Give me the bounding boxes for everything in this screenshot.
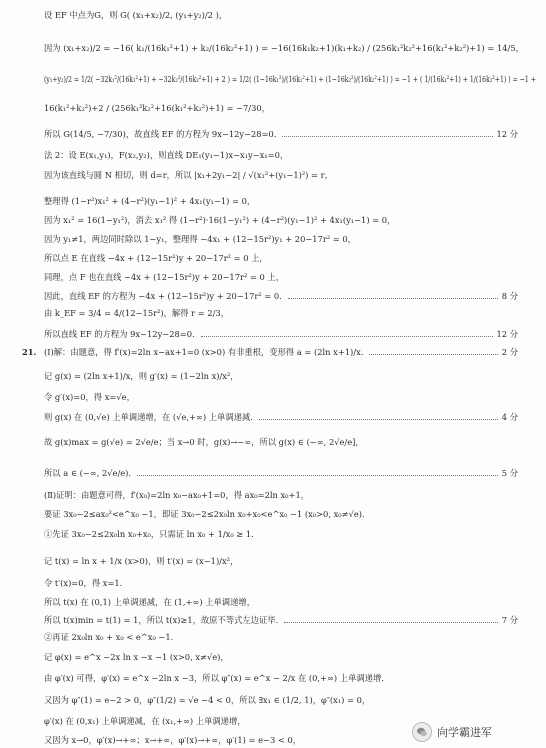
- solution-line: [0, 270, 546, 284]
- solution-line-text: (y₁+y₂)/2 = 1/2( −32k₁²/(16k₁²+1) + −32k₂²/(16k₂²+1) + 2 ) = 1/2( (1−16k₁²)/(16k₁²+1) + (1−16k₂²)/(16k₂²+1) ) = −1 + ( 1/(16k₁²+1) + 1/(16k₂²+1) ) = −1 +: [44, 74, 536, 84]
- dotted-leader: [259, 419, 498, 420]
- solution-line: [0, 251, 546, 265]
- solution-line-text: 由 k_EF = 3/4 = 4/(12−15r²)，解得 r = 2/3，: [44, 308, 230, 318]
- solution-line: [0, 613, 546, 627]
- solution-line-text: 则 g(x) 在 (0,√e) 上单调递增，在 (√e,+∞) 上单调递减.: [44, 412, 253, 422]
- solution-line-text: 记 g(x) = (2ln x+1)/x，则 g′(x) = (1−2ln x)/x²，: [44, 371, 239, 381]
- solution-line-text: 所以 t(x) 在 (0,1) 上单调递减，在 (1,+∞) 上单调递增，: [44, 597, 255, 607]
- solution-line: [0, 369, 546, 383]
- solution-line: [0, 101, 546, 115]
- solution-line-text: 因此，直线 EF 的方程为 −4x + (12−15r²)y + 20−17r² = 0.: [44, 291, 282, 301]
- solution-line-text: 又因为 φ″(1) = e−2 > 0，φ″(1/2) = √e −4 < 0，所以 ∃x₁ ∈ (1/2, 1)，φ″(x₁) = 0，: [44, 695, 371, 705]
- solution-line: [0, 8, 546, 22]
- score-mark: 12 分: [496, 129, 518, 139]
- dotted-leader: [288, 298, 498, 299]
- solution-line-text: ①先证 3x₀−2≤2x₀ln x₀+x₀，只需证 ln x₀ + 1/x₀ ≥ 1.: [44, 529, 254, 539]
- solution-line-text: 因为该直线与圆 N 相切，则 d=r，所以 |x₁+2y₁−2| / √(x₁²+(y₁−1)²) = r，: [44, 170, 333, 180]
- solution-line-text: 所以 t(x)min = t(1) = 1，所以 t(x)≥1，故原不等式左边证毕.: [44, 615, 279, 625]
- solution-line-text: 因为 y₁≠1，两边同时除以 1−y₁，整理得 −4x₁ + (12−15r²)y₁ + 20−17r² = 0，: [44, 234, 356, 244]
- score-mark: 4 分: [501, 412, 518, 422]
- solution-line: [0, 41, 546, 55]
- solution-line-text: 所以 G(14/5, −7/30)，故直线 EF 的方程为 9x−12y−28=0.: [44, 129, 277, 139]
- solution-line: [0, 527, 546, 541]
- solution-line: [0, 327, 546, 341]
- question-number: 21.: [22, 347, 37, 357]
- score-mark: 2 分: [501, 347, 518, 357]
- solution-line-text: 所以 a ∈ (−∞, 2√e/e).: [44, 468, 132, 478]
- solution-line-text: 令 t′(x)=0，得 x=1.: [44, 578, 123, 588]
- solution-line: [0, 630, 546, 644]
- solution-line: [0, 576, 546, 590]
- solution-line-text: 记 t(x) = ln x + 1/x (x>0)，则 t′(x) = (x−1)/x²，: [44, 556, 239, 566]
- score-mark: 12 分: [496, 329, 518, 339]
- solution-line: [0, 289, 546, 303]
- solution-line: [0, 390, 546, 404]
- solution-line-text: 所以直线 EF 的方程为 9x−12y−28=0.: [44, 329, 195, 339]
- solution-line-text: 设 EF 中点为G，则 G( (x₁+x₂)/2, (y₁+y₂)/2 )，: [44, 10, 228, 20]
- wechat-official-account-icon: [412, 722, 432, 742]
- solution-line-text: 因为 x₁² = 16(1−y₁²)，消去 x₁² 得 (1−r²)·16(1−y₁²) + (4−r²)(y₁−1)² + 4x₁(y₁−1) = 0，: [44, 215, 396, 225]
- score-mark: 7 分: [501, 615, 518, 625]
- solution-line-text: ②再证 2x₀ln x₀ + x₀ < e^x₀ −1.: [44, 632, 174, 642]
- solution-line-text: 要证 3x₀−2≤ax₀²<e^x₀ −1，即证 3x₀−2≤2x₀ln x₀+x₀<e^x₀ −1 (x₀>0, x₀≠√e).: [44, 509, 365, 519]
- solution-line: [0, 213, 546, 227]
- solution-line: [0, 127, 546, 141]
- watermark: [412, 722, 530, 742]
- solution-line-text: 因为 (x₁+x₂)/2 = −16( k₁/(16k₁²+1) + k₂/(16k₂²+1) ) = −16(16k₁k₂+1)(k₁+k₂) / (256k₁²k₂²+16(k₁²+k₂²)+1) = 14/5，: [44, 43, 524, 53]
- solution-line-text: 所以点 E 在直线 −4x + (12−15r²)y + 20−17r² = 0 上，: [44, 253, 268, 263]
- solution-line-text: 又因为 x→0，φ′(x)→+∞；x→+∞，φ′(x)→+∞，φ′(1) = e−3 < 0，: [44, 735, 302, 745]
- solution-line-text: 同理，点 F 也在直线 −4x + (12−15r²)y + 20−17r² = 0 上，: [44, 272, 285, 282]
- dotted-leader: [201, 336, 493, 337]
- solution-line-text: (Ⅰ)解：由题意，得 f′(x)=2ln x−ax+1=0 (x>0) 有非重根，变形得 a = (2ln x+1)/x.: [44, 347, 364, 357]
- solution-line: [0, 650, 546, 664]
- solution-line-text: 由 φ′(x) 可得，φ′(x) = e^x −2ln x −3，所以 φ″(x) = e^x − 2/x 在 (0,+∞) 上单调递增.: [44, 673, 384, 683]
- solution-line-text: 16(k₁²+k₂²)+2 / (256k₁²k₂²+16(k₁²+k₂²)+1) = −7/30，: [44, 103, 270, 113]
- solution-line: [0, 488, 546, 502]
- solution-line: [0, 693, 546, 707]
- dotted-leader: [137, 475, 498, 476]
- solution-line: [0, 435, 546, 449]
- score-mark: 8 分: [501, 291, 518, 301]
- score-mark: 5 分: [501, 468, 518, 478]
- solution-line-text: 记 φ(x) = e^x −2x ln x −x −1 (x>0, x≠√e)，: [44, 652, 229, 662]
- dotted-leader: [284, 622, 498, 623]
- solution-line: [0, 410, 546, 424]
- watermark-text: 向学霸进军: [437, 726, 492, 739]
- solution-line-text: 法 2：设 E(x₁,y₁)，F(x₂,y₂)，则直线 DE₁(y₁−1)x−x₁y−x₁=0，: [44, 150, 289, 160]
- solution-line: [0, 554, 546, 568]
- solution-line-text: 令 g′(x)=0，得 x=√e，: [44, 392, 135, 402]
- solution-line: [0, 507, 546, 521]
- solution-line: [0, 595, 546, 609]
- solution-line: [0, 466, 546, 480]
- solution-line-text: φ′(x) 在 (0,x₁) 上单调递减，在 (x₁,+∞) 上单调递增，: [44, 716, 246, 726]
- solution-line-text: (Ⅱ)证明：由题意可得，f′(x₀)=2ln x₀−ax₀+1=0，得 ax₀=2ln x₀+1，: [44, 490, 310, 500]
- solution-line: [0, 194, 546, 208]
- dotted-leader: [282, 136, 493, 137]
- solution-line: [0, 72, 546, 86]
- solution-line-text: 整理得 (1−r²)x₁² + (4−r²)(y₁−1)² + 4x₁(y₁−1) = 0，: [44, 196, 256, 206]
- solution-line: [0, 232, 546, 246]
- solution-line-text: 故 g(x)max = g(√e) = 2√e/e；当 x→0 时，g(x)→−∞，所以 g(x) ∈ (−∞, 2√e/e]，: [44, 437, 364, 447]
- question-row: [0, 345, 546, 359]
- solution-line: [0, 306, 546, 320]
- solution-line: [0, 671, 546, 685]
- solution-line: [0, 168, 546, 182]
- solution-line: [0, 148, 546, 162]
